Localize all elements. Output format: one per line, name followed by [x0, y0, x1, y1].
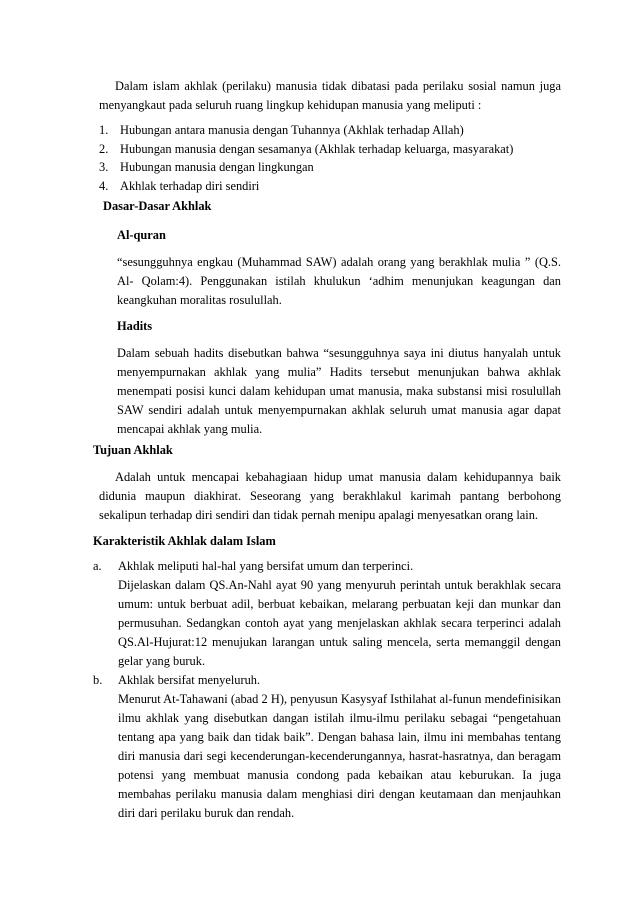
list-item [93, 557, 561, 671]
list-item [99, 121, 569, 140]
list-text: Hubungan manusia dengan lingkungan [120, 160, 314, 175]
list-item [93, 671, 561, 823]
list-text: Hubungan antara manusia dengan Tuhannya (Akhlak terhadap Allah) [120, 123, 464, 137]
intro-paragraph: Dalam islam akhlak (perilaku) manusia tidak dibatasi pada perilaku sosial namun juga menyangkaut pada seluruh ruang lingkup kehidupan manusia yang meliputi : [99, 79, 561, 112]
scope-list [99, 121, 569, 195]
list-item [99, 140, 569, 159]
list-item [99, 177, 569, 196]
hadits-heading: Hadits [117, 319, 153, 333]
list-text: Akhlak terhadap diri sendiri [120, 178, 260, 193]
list-text: Hubungan manusia dengan sesamanya (Akhlak terhadap keluarga, masyarakat) [120, 141, 514, 156]
alquran-paragraph: “sesungguhnya engkau (Muhammad SAW) adalah orang yang berakhlak mulia ” (Q.S. Al- Qolam:4). Penggunakan istilah khulukun ‘adhim menunjukan keagungan dan keangkuhan moralitas rosulullah. [117, 255, 561, 307]
hadits-paragraph: Dalam sebuah hadits disebutkan bahwa “sesungguhnya saya ini diutus hanyalah untuk menyempurnakan akhlak yang mulia” Hadits tersebut menunjukan bahwa akhlak menempati posisi kunci dalam kehidupan umat manusia, maka substansi misi rosulullah SAW sendiri adalah untuk menyempurnakan akhlak seluruh umat manusia agar dapat mencapai akhlak yang mulia. [117, 346, 561, 436]
list-number: 2. [99, 141, 109, 156]
karakteristik-list [93, 557, 561, 823]
list-letter: a. [93, 559, 102, 573]
tujuan-paragraph: Adalah untuk mencapai kebahagiaan hidup umat manusia dalam kehidupannya baik didunia maupun diakhirat. Seseorang yang berakhlakul karimah pantang berbohong sekalipun terhadap diri sendiri dan tidak pernah menipu apalagi menyesatkan orang lain. [99, 470, 561, 522]
item-text: Dijelaskan dalam QS.An-Nahl ayat 90 yang menyuruh perintah untuk berakhlak secara umum: untuk berbuat adil, berbuat kebaikan, melarang perbuatan keji dan munkar dan permusuhan. Sedangkan contoh ayat yang menjelaskan akhlak secara terperinci adalah QS.Al-Hujurat:12 menujukan larangan untuk saling mencela, serta memanggil dengan gelar yang buruk. [118, 578, 561, 668]
alquran-heading: Al-quran [117, 228, 166, 242]
list-number: 4. [99, 178, 109, 193]
item-text: Menurut At-Tahawani (abad 2 H), penyusun Kasysyaf Isthilahat al-funun mendefinisikan ilmu akhlak yang disebutkan dangan istilah ilmu-ilmu perilaku sebagai “pengetahuan tentang apa yang baik dan tidak baik”. Dengan bahasa lain, ilmu ini membahas tentang diri manusia dari segi kecenderungan-kecenderungannya, hasrat-hasratnya, dan beragam potensi yang membuat manusia condong pada kebaikan atau keburukan. Ia juga membahas perilaku manusia dalam menghiasi diri dengan keutamaan dan menjauhkan diri dari perilaku buruk dan rendah. [118, 692, 561, 820]
item-title: Akhlak bersifat menyeluruh. [118, 673, 261, 687]
list-number: 3. [99, 160, 109, 175]
tujuan-heading: Tujuan Akhlak [93, 443, 173, 457]
list-number: 1. [99, 123, 109, 137]
list-letter: b. [93, 673, 103, 687]
item-title: Akhlak meliputi hal-hal yang bersifat umum dan terperinci. [118, 559, 414, 573]
karakteristik-heading: Karakteristik Akhlak dalam Islam [93, 534, 276, 548]
list-item [99, 158, 569, 177]
dasar-heading: Dasar-Dasar Akhlak [103, 199, 212, 213]
